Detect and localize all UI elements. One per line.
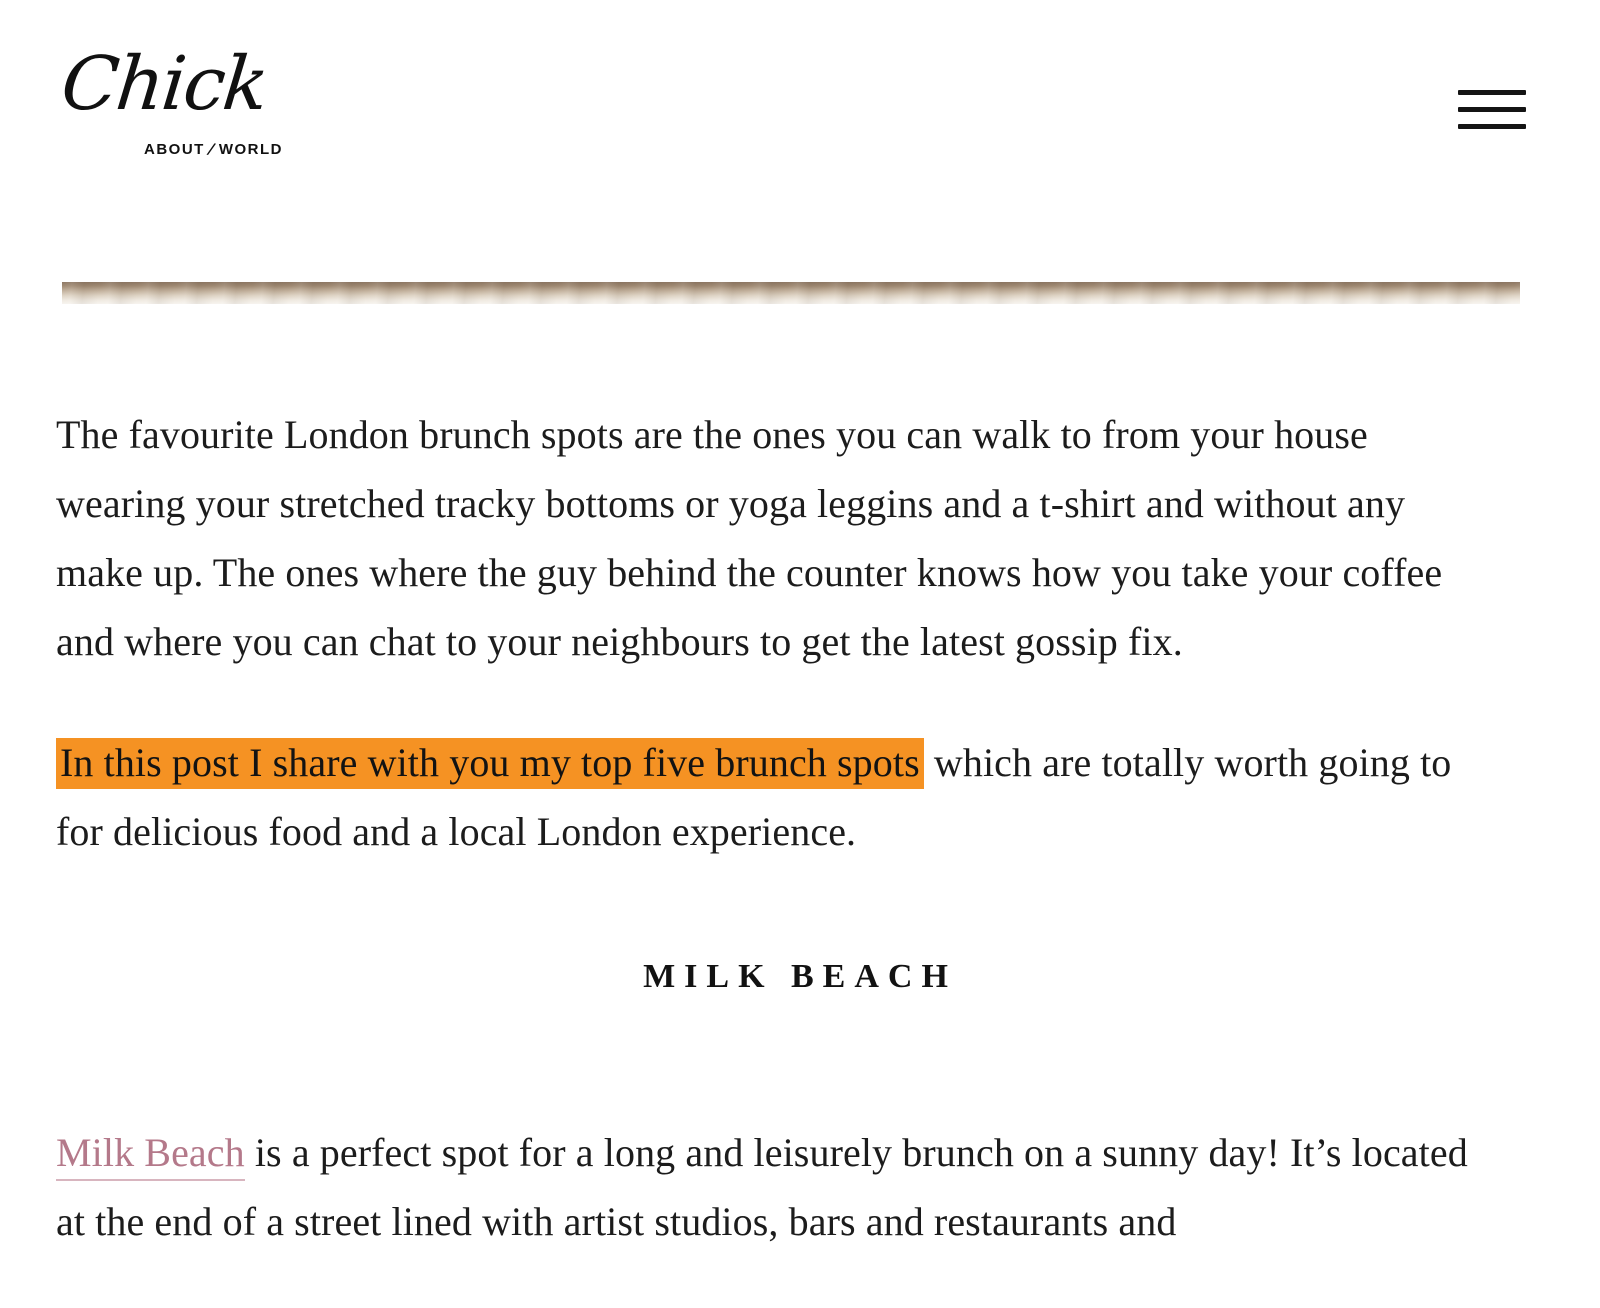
paragraph-intro: The favourite London brunch spots are the ones you can walk to from your house wearing your stretched tracky bottoms or yoga leggins and a t-shirt and without any make up. The ones where the guy behind the counter knows how you take your coffee and where you can chat to your neighbours to get the latest gossip fix.: [56, 412, 1443, 664]
article-body: [0, 304, 1600, 1308]
section-heading-milk-beach: MILK BEACH: [643, 958, 957, 995]
paragraph-milk-beach-rest: is a perfect spot for a long and leisurely brunch on a sunny day! It’s located at the end of a street lined with artist studios, bars and restaurants and: [56, 1130, 1468, 1244]
paragraph-highlighted: [0, 728, 1600, 866]
hamburger-bar-3: [1458, 124, 1526, 129]
site-header: [0, 0, 1600, 282]
hamburger-menu-icon[interactable]: [1458, 86, 1526, 132]
site-logo[interactable]: [57, 36, 302, 176]
hero-image-strip: [62, 282, 1520, 304]
highlighted-text: In this post I share with you my top five brunch spots: [56, 738, 924, 789]
hamburger-bar-2: [1458, 107, 1526, 112]
logo-tagline-left: ABOUT: [144, 141, 205, 158]
link-milk-beach[interactable]: Milk Beach: [56, 1130, 245, 1181]
hamburger-bar-1: [1458, 90, 1526, 95]
paragraph-milk-beach: [0, 1118, 1600, 1256]
logo-tagline: [144, 140, 283, 158]
paragraph-highlighted-rest: which are totally worth going to for delicious food and a local London experience.: [56, 740, 1452, 854]
logo-tagline-right: WORLD: [218, 141, 283, 158]
logo-wordmark: Chick: [57, 41, 271, 127]
logo-tick-icon: /: [207, 139, 217, 159]
